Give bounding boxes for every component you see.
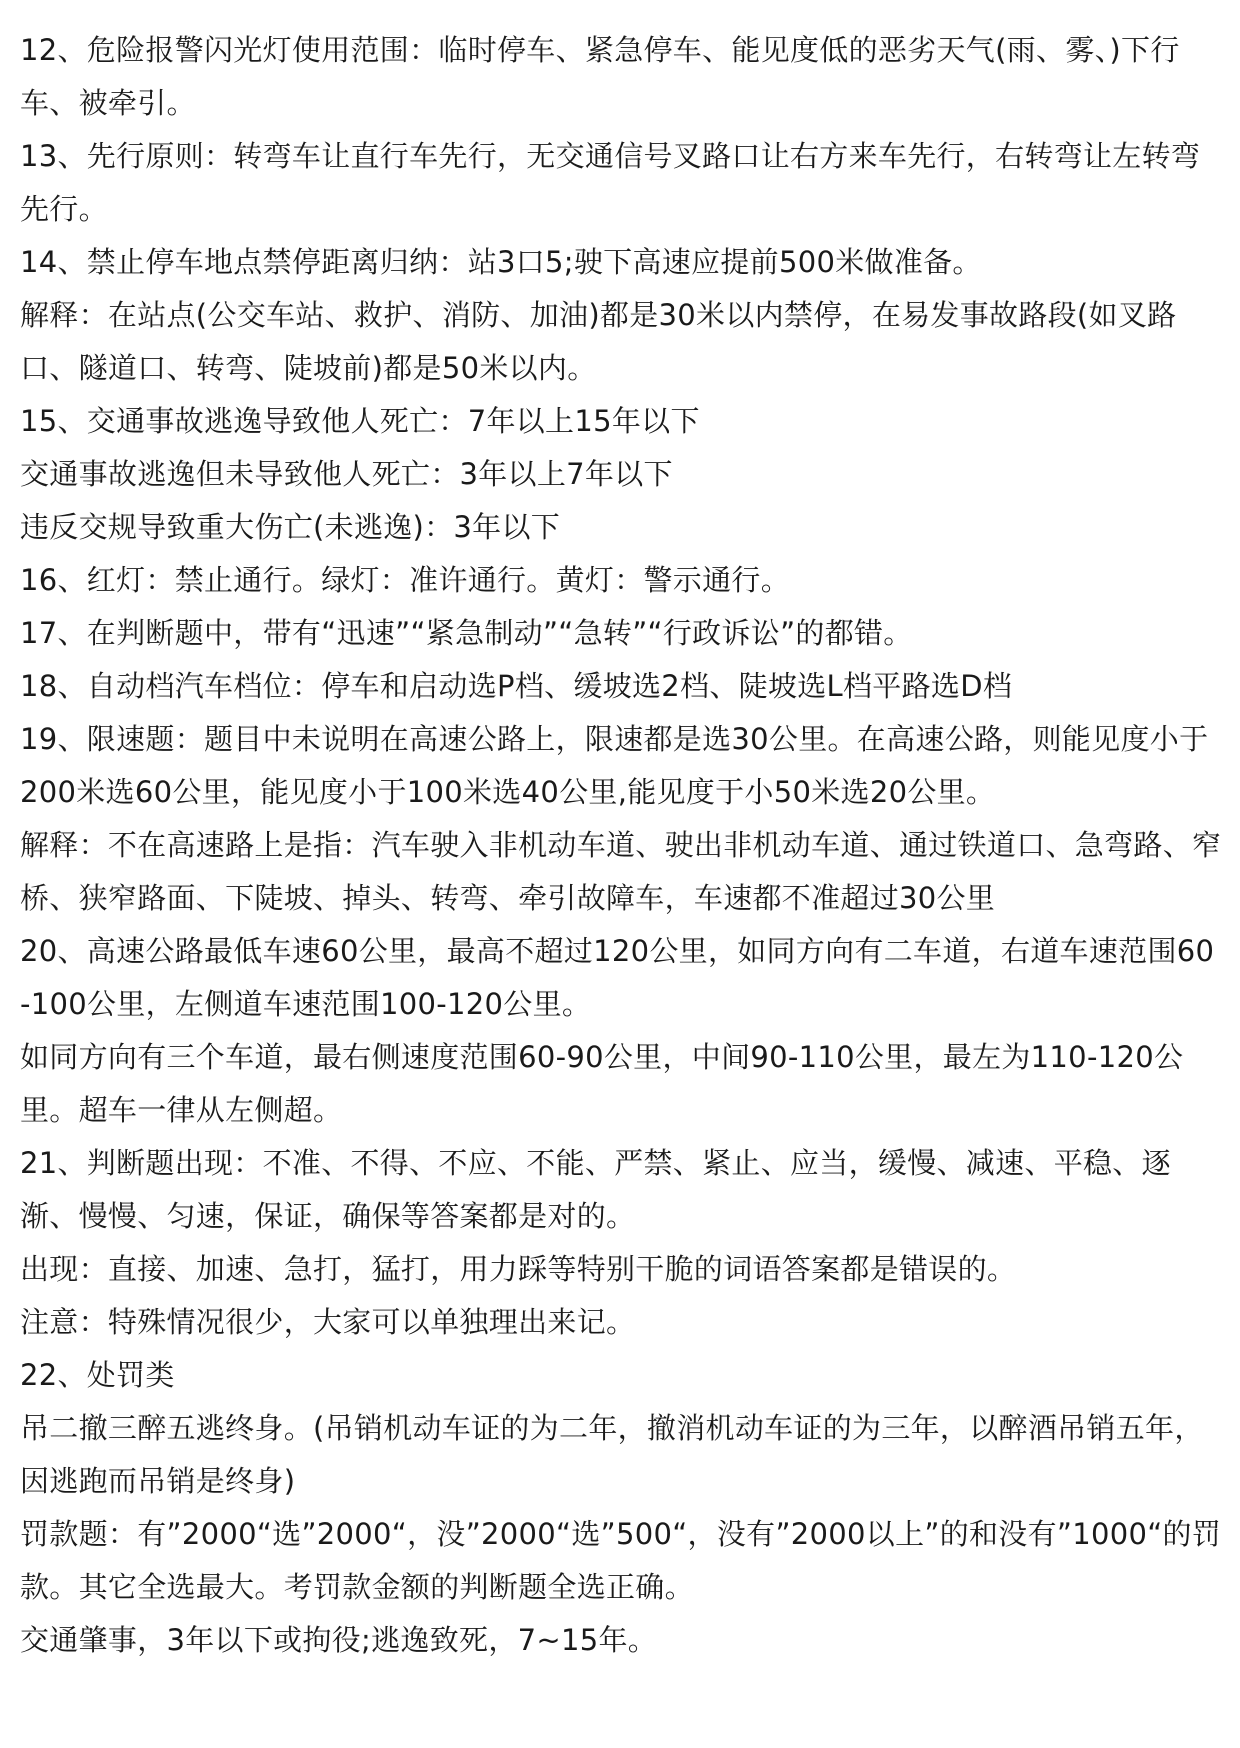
paragraph-21-wrong-keywords: 出现：直接、加速、急打，猛打，用力踩等特别干脆的词语答案都是错误的。 [20, 1252, 1017, 1286]
paragraph-14-no-parking-distance: 14、禁止停车地点禁停距离归纳：站3口5;驶下高速应提前500米做准备。 [20, 245, 982, 279]
paragraph-14-explanation: 解释：在站点(公交车站、救护、消防、加油)都是30米以内禁停，在易发事故路段(如叉路口、隧道口、转弯、陡坡前)都是50米以内。 [20, 298, 1177, 385]
paragraph-15-major-casualty: 违反交规导致重大伤亡(未逃逸)：3年以下 [20, 510, 561, 544]
paragraph-21-note: 注意：特殊情况很少，大家可以单独理出来记。 [20, 1305, 636, 1339]
paragraph-20-highway-speeds: 20、高速公路最低车速60公里，最高不超过120公里，如同方向有二车道，右道车速范围60-100公里，左侧道车速范围100-120公里。 [20, 934, 1215, 1021]
paragraph-15-hit-and-run-death: 15、交通事故逃逸导致他人死亡：7年以上15年以下 [20, 404, 700, 438]
paragraph-19-speed-limits: 19、限速题：题目中未说明在高速公路上，限速都是选30公里。在高速公路，则能见度小于200米选60公里，能见度小于100米选40公里,能见度于小50米选20公里。 [20, 722, 1209, 809]
paragraph-15-hit-and-run-no-death: 交通事故逃逸但未导致他人死亡：3年以上7年以下 [20, 457, 673, 491]
paragraph-22-fines: 罚款题：有”2000“选”2000“，没”2000“选”500“，没有”2000以上”的和没有”1000“的罚款。其它全选最大。考罚款金额的判断题全选正确。 [20, 1517, 1222, 1604]
paragraph-21-correct-keywords: 21、判断题出现：不准、不得、不应、不能、严禁、紧止、应当，缓慢、减速、平稳、逐渐、慢慢、匀速，保证，确保等答案都是对的。 [20, 1146, 1171, 1233]
paragraph-22-license-revocation: 吊二撤三醉五逃终身。(吊销机动车证的为二年，撤消机动车证的为三年，以醉酒吊销五年，因逃跑而吊销是终身) [20, 1411, 1204, 1498]
paragraph-18-automatic-gears: 18、自动档汽车档位：停车和启动选P档、缓坡选2档、陡坡选L档平路选D档 [20, 669, 1013, 703]
paragraph-20-three-lanes: 如同方向有三个车道，最右侧速度范围60-90公里，中间90-110公里，最左为110-120公里。超车一律从左侧超。 [20, 1040, 1184, 1127]
paragraph-12-hazard-lights: 12、危险报警闪光灯使用范围：临时停车、紧急停车、能见度低的恶劣天气(雨、雾、)下行车、被牵引。 [20, 33, 1180, 120]
paragraph-16-traffic-lights: 16、红灯：禁止通行。绿灯：准许通行。黄灯：警示通行。 [20, 563, 791, 597]
paragraph-17-judgment-keywords: 17、在判断题中，带有“迅速”“紧急制动”“急转”“行政诉讼”的都错。 [20, 616, 913, 650]
paragraph-22-penalties-heading: 22、处罚类 [20, 1358, 175, 1392]
paragraph-22-traffic-accident: 交通肇事，3年以下或拘役;逃逸致死，7~15年。 [20, 1623, 658, 1657]
document-body [20, 24, 1225, 1667]
paragraph-13-right-of-way: 13、先行原则：转弯车让直行车先行，无交通信号叉路口让右方来车先行，右转弯让左转弯先行。 [20, 139, 1201, 226]
paragraph-19-explanation: 解释：不在高速路上是指：汽车驶入非机动车道、驶出非机动车道、通过铁道口、急弯路、窄桥、狭窄路面、下陡坡、掉头、转弯、牵引故障车，车速都不准超过30公里 [20, 828, 1222, 915]
